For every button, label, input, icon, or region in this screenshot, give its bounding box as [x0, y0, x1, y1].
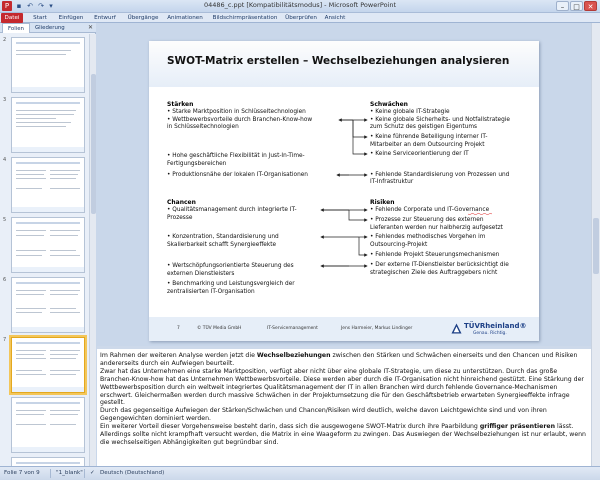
customize-quick-access-icon[interactable]: ▾ — [49, 2, 53, 10]
title-bar — [0, 0, 600, 13]
slide-area-scrollbar[interactable] — [591, 23, 600, 346]
spellcheck-icon[interactable]: ✓ — [90, 470, 95, 476]
schwaechen-heading[interactable]: Schwächen — [370, 101, 408, 108]
slide-thumbnail-selected[interactable] — [11, 337, 85, 393]
language-indicator[interactable]: Deutsch (Deutschland) — [100, 470, 165, 476]
tab-uebergaenge[interactable]: Übergänge — [127, 15, 159, 21]
slides-panel — [0, 23, 96, 466]
notes-paragraph: Im Rahmen der weiteren Analyse werden jetzt die Wechselbeziehungen zwischen den Stärken und Schwächen einerseits und den Chancen und Risiken andererseits durch ein Aufwiegen beurteilt. — [100, 352, 578, 367]
tab-animationen[interactable]: Animationen — [167, 15, 203, 21]
slide-thumbnail[interactable] — [11, 97, 85, 153]
staerken-item[interactable]: in Schlüsseltechnologien — [167, 124, 239, 130]
schwaechen-item[interactable]: • Keine Serviceorientierung der IT — [370, 151, 469, 157]
slide-number: 4 — [3, 157, 7, 163]
ribbon-tabs — [0, 13, 600, 23]
footer-topic: IT-Servicemanagement — [267, 326, 318, 331]
tab-folien[interactable]: Folien — [2, 23, 30, 33]
slide-thumbnail[interactable] — [11, 37, 85, 93]
staerken-item[interactable]: • Hohe geschäftliche Flexibilität in Just-In-Time- — [167, 153, 305, 159]
slide-number: 3 — [3, 97, 7, 103]
chancen-item[interactable]: • Qualitätsmanagement durch integrierte IT- — [167, 207, 297, 213]
risiken-item[interactable]: • Prozesse zur Steuerung des externen — [370, 217, 484, 223]
risiken-heading[interactable]: Risiken — [370, 199, 395, 206]
slide-thumbnail[interactable] — [11, 397, 85, 453]
tuv-triangle-icon — [451, 323, 462, 334]
save-icon[interactable]: ▪ — [16, 2, 22, 10]
notes-pane[interactable] — [97, 346, 591, 466]
chancen-item[interactable]: Prozesse — [167, 215, 193, 221]
slide-number: 5 — [3, 217, 7, 223]
chancen-item[interactable]: externen Dienstleisters — [167, 271, 235, 277]
footer-authors: Jens Harmeier, Markus Lindinger — [341, 326, 413, 331]
chancen-heading[interactable]: Chancen — [167, 199, 196, 206]
tab-gliederung[interactable]: Gliederung — [35, 25, 65, 31]
chancen-item[interactable]: • Benchmarking und Leistungsvergleich der — [167, 281, 295, 287]
staerken-item[interactable]: • Produktionsnähe der lokalen IT-Organisationen — [167, 172, 308, 178]
chancen-item[interactable]: • Konzentration, Standardisierung und — [167, 234, 279, 240]
undo-icon[interactable]: ↶ — [27, 2, 33, 10]
slide-counter[interactable]: Folie 7 von 9 — [4, 470, 40, 476]
app-icon[interactable]: P — [2, 1, 12, 11]
arrow-line — [353, 120, 367, 137]
staerken-item[interactable]: • Starke Marktposition in Schlüsseltechnologien — [167, 109, 306, 115]
notes-paragraph: Durch das gegenseitige Aufwiegen der Stärken/Schwächen und Chancen/Risiken wird deutlich, welche davon Leichtgewichte sind und von ihren Gegengewichten dominiert werden. — [100, 407, 547, 423]
minimize-button[interactable]: – — [556, 1, 569, 11]
chancen-item[interactable]: • Wertschöpfungsorientierte Steuerung des — [167, 263, 294, 269]
window-title: 04486_c.ppt [Kompatibilitätsmodus] - Microsoft PowerPoint — [203, 1, 397, 9]
schwaechen-item[interactable]: zum Schutz des geistigen Eigentums — [370, 124, 478, 130]
slide-thumbnail[interactable] — [11, 277, 85, 333]
tuv-rheinland-logo — [451, 321, 531, 339]
slide-thumbnail[interactable] — [11, 217, 85, 273]
chancen-item[interactable]: Skalierbarkeit schafft Synergieeffekte — [167, 242, 277, 248]
slide-thumbnail[interactable] — [11, 457, 85, 466]
schwaechen-item[interactable]: • Keine globale Sicherheits- und Notfallstrategie — [370, 117, 510, 123]
logo-name: TÜVRheinland® — [464, 322, 527, 330]
spellcheck-underline — [468, 213, 492, 215]
staerken-heading[interactable]: Stärken — [167, 101, 194, 108]
risiken-item[interactable]: Lieferanten werden nur halbherzig aufgesetzt — [370, 225, 503, 231]
tab-einfuegen[interactable]: Einfügen — [58, 15, 84, 21]
schwaechen-item[interactable]: IT-Infrastruktur — [370, 179, 414, 185]
tab-ansicht[interactable]: Ansicht — [324, 15, 346, 21]
schwaechen-item[interactable]: • Keine globale IT-Strategie — [370, 109, 450, 115]
risiken-item[interactable]: • Fehlendes methodisches Vorgehen im — [370, 234, 486, 240]
schwaechen-item[interactable]: • Keine führende Beteiligung interner IT- — [370, 134, 488, 140]
schwaechen-item[interactable]: Mitarbeiter an dem Outsourcing Projekt — [370, 142, 485, 148]
tab-entwurf[interactable]: Entwurf — [94, 15, 116, 21]
tab-ueberpruefen[interactable]: Überprüfen — [285, 15, 317, 21]
connector-arrows — [149, 41, 539, 341]
panel-tabs — [0, 23, 96, 33]
slide-number: 6 — [3, 277, 7, 283]
footer-copyright: © TÜV Media GmbH — [197, 326, 242, 331]
risiken-item[interactable]: • Der externe IT-Dienstleister berücksichtigt die — [370, 262, 509, 268]
slide-area-scrollbar-thumb[interactable] — [593, 218, 599, 274]
slide-thumbnail[interactable] — [11, 157, 85, 213]
slide-footer — [149, 317, 539, 341]
theme-name[interactable]: "1_blank" — [56, 470, 83, 476]
status-bar — [0, 466, 600, 480]
chancen-item[interactable]: zentralisierten IT-Organisation — [167, 289, 255, 295]
notes-scrollbar[interactable] — [591, 346, 600, 466]
schwaechen-item[interactable]: • Fehlende Standardisierung von Prozessen und — [370, 172, 510, 178]
close-panel-icon[interactable]: ✕ — [87, 24, 93, 31]
slide-number: 2 — [3, 37, 7, 43]
panel-scrollbar-thumb[interactable] — [91, 74, 96, 214]
panel-scrollbar[interactable] — [89, 34, 96, 466]
notes-paragraph: Zwar hat das Unternehmen eine starke Marktposition, verfügt aber nicht über eine globale IT-Strategie, um diese zu unterstützen. Durch das große Branchen-Know-how hat das Unternehmen Wettbewerbsvorteile. Diese werden aber durch die IT-Organisation nicht hinreichend gestützt. Eine Stärkung der Wettbewerbsposition durch ein weltweit integriertes Qualitätsmanagement der IT in allen Branchen wird durch fehlende Governance-Mechanismen erschwert. Gleichermaßen werden durch massive Schwächen in der Projektumsetzung die für den Geschäftsbetrieb erwarteten Synergieeffekte infrage gestellt. — [100, 367, 584, 407]
slide-canvas[interactable] — [149, 41, 539, 341]
risiken-item[interactable]: strategischen Ziele des Auftraggebers nicht — [370, 270, 498, 276]
arrow-line — [359, 237, 367, 255]
risiken-item[interactable]: • Fehlende Projekt Steuerungsmechanismen — [370, 252, 500, 258]
slide-number: 7 — [3, 337, 7, 343]
risiken-item[interactable]: Outsourcing-Projekt — [370, 242, 428, 248]
slide-page-number: 7 — [177, 326, 180, 331]
staerken-item[interactable]: • Wettbewerbsvorteile durch Branchen-Know-how — [167, 117, 313, 123]
logo-tagline: Genau. Richtig. — [473, 331, 507, 336]
risiken-item[interactable]: • Fehlende Corporate und IT-Governance — [370, 207, 490, 213]
slide-title[interactable]: SWOT-Matrix erstellen – Wechselbeziehungen analysieren — [167, 55, 510, 67]
notes-paragraph: Ein weiterer Vorteil dieser Vorgehensweise besteht darin, dass sich die ausgewogene SWOT-Matrix durch ihre Paarbildung griffiger präsentieren lässt. Allerdings sollte nicht krampfhaft versucht werden, die Matrix in eine Waageform zu zwingen. Das Auswiegen der Wechselbeziehungen ist nur erlaubt, wenn die wechselseitigen Abhängigkeiten gut begründbar sind. — [100, 423, 586, 446]
close-button[interactable]: ✕ — [584, 1, 597, 11]
arrow-line — [349, 210, 367, 220]
tab-datei[interactable]: Datei — [1, 13, 23, 23]
slide-editing-area — [97, 23, 591, 346]
maximize-button[interactable]: □ — [570, 1, 583, 11]
tab-bildschirmpraesentation[interactable]: Bildschirmpräsentation — [212, 15, 278, 21]
tab-start[interactable]: Start — [33, 15, 47, 21]
redo-icon[interactable]: ↷ — [38, 2, 44, 10]
staerken-item[interactable]: Fertigungsbereichen — [167, 161, 227, 167]
